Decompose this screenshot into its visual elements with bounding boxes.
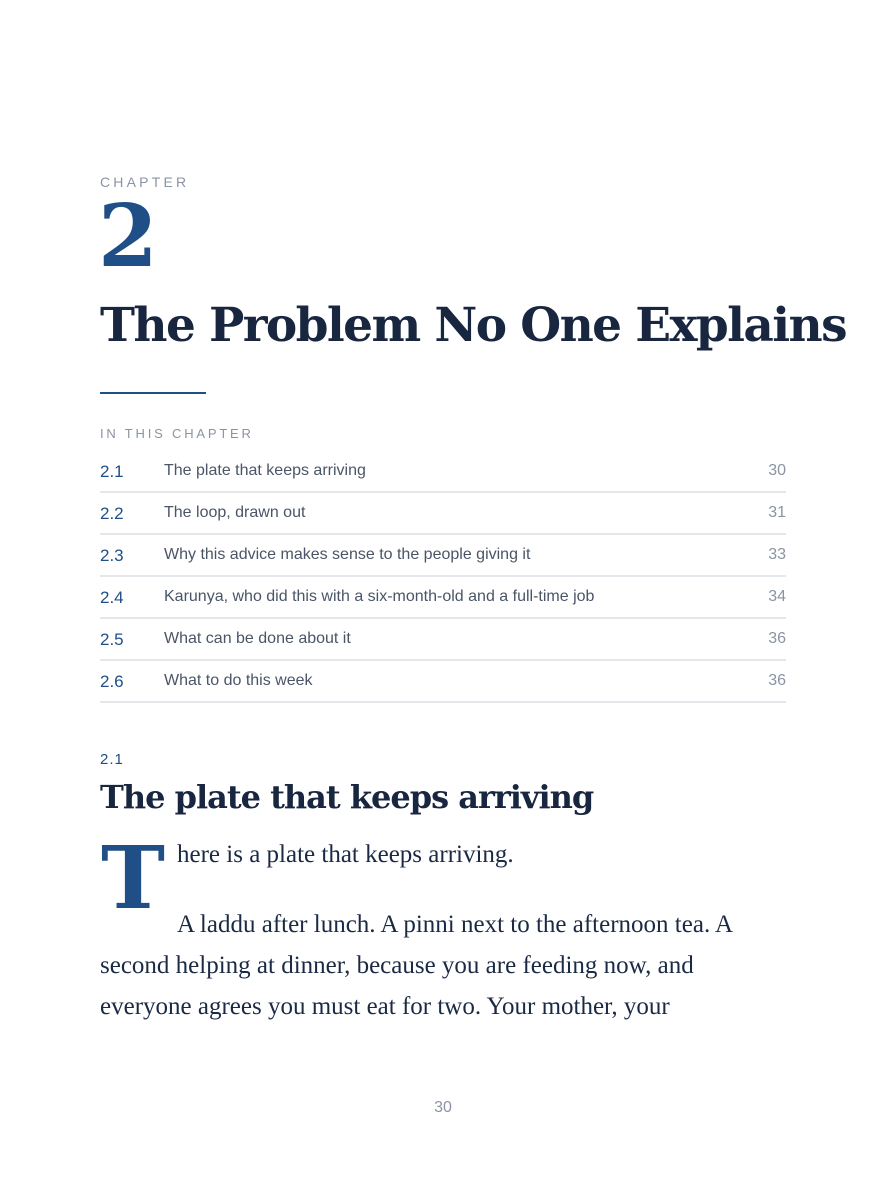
toc-entry-title: Karunya, who did this with a six-month-old and a full-time job <box>164 588 595 605</box>
toc-label: IN THIS CHAPTER <box>100 426 254 441</box>
chapter-title: The Problem No One Explains <box>100 298 846 353</box>
toc-entry-page: 34 <box>768 588 786 605</box>
toc-entry[interactable] <box>100 661 786 703</box>
table-of-contents <box>100 451 786 703</box>
toc-entry-number: 2.3 <box>100 546 124 565</box>
toc-entry[interactable] <box>100 451 786 493</box>
book-page <box>98 0 846 1182</box>
chapter-label: CHAPTER <box>100 174 190 190</box>
toc-entry-number: 2.4 <box>100 588 124 607</box>
page-number: 30 <box>434 1099 452 1116</box>
toc-entry-page: 36 <box>768 630 786 647</box>
toc-entry-title: Why this advice makes sense to the people giving it <box>164 546 531 563</box>
toc-entry-number: 2.6 <box>100 672 124 691</box>
drop-cap: T <box>101 828 165 929</box>
toc-entry[interactable] <box>100 535 786 577</box>
toc-entry-title: What can be done about it <box>164 630 351 647</box>
section-number: 2.1 <box>100 751 124 768</box>
toc-entry-number: 2.2 <box>100 504 124 523</box>
toc-entry-page: 30 <box>768 462 786 479</box>
toc-entry-page: 33 <box>768 546 786 563</box>
toc-entry-page: 31 <box>768 504 786 521</box>
body-paragraph <box>100 904 786 1027</box>
toc-entry[interactable] <box>100 619 786 661</box>
toc-entry-page: 36 <box>768 672 786 689</box>
title-divider <box>100 392 206 394</box>
toc-entry-number: 2.1 <box>100 462 124 481</box>
toc-entry-number: 2.5 <box>100 630 124 649</box>
body-first-line: here is a plate that keeps arriving. <box>177 841 514 868</box>
section-title: The plate that keeps arriving <box>100 778 594 816</box>
toc-entry[interactable] <box>100 493 786 535</box>
toc-entry-title: The plate that keeps arriving <box>164 462 366 479</box>
toc-entry[interactable] <box>100 577 786 619</box>
toc-entry-title: What to do this week <box>164 672 313 689</box>
body-paragraph-text: A laddu after lunch. A pinni next to the afternoon tea. A second helping at dinner, because you are feeding now, and everyone agrees you must eat for two. Your mother, your <box>100 911 732 1020</box>
chapter-number: 2 <box>98 186 158 287</box>
toc-entry-title: The loop, drawn out <box>164 504 306 521</box>
